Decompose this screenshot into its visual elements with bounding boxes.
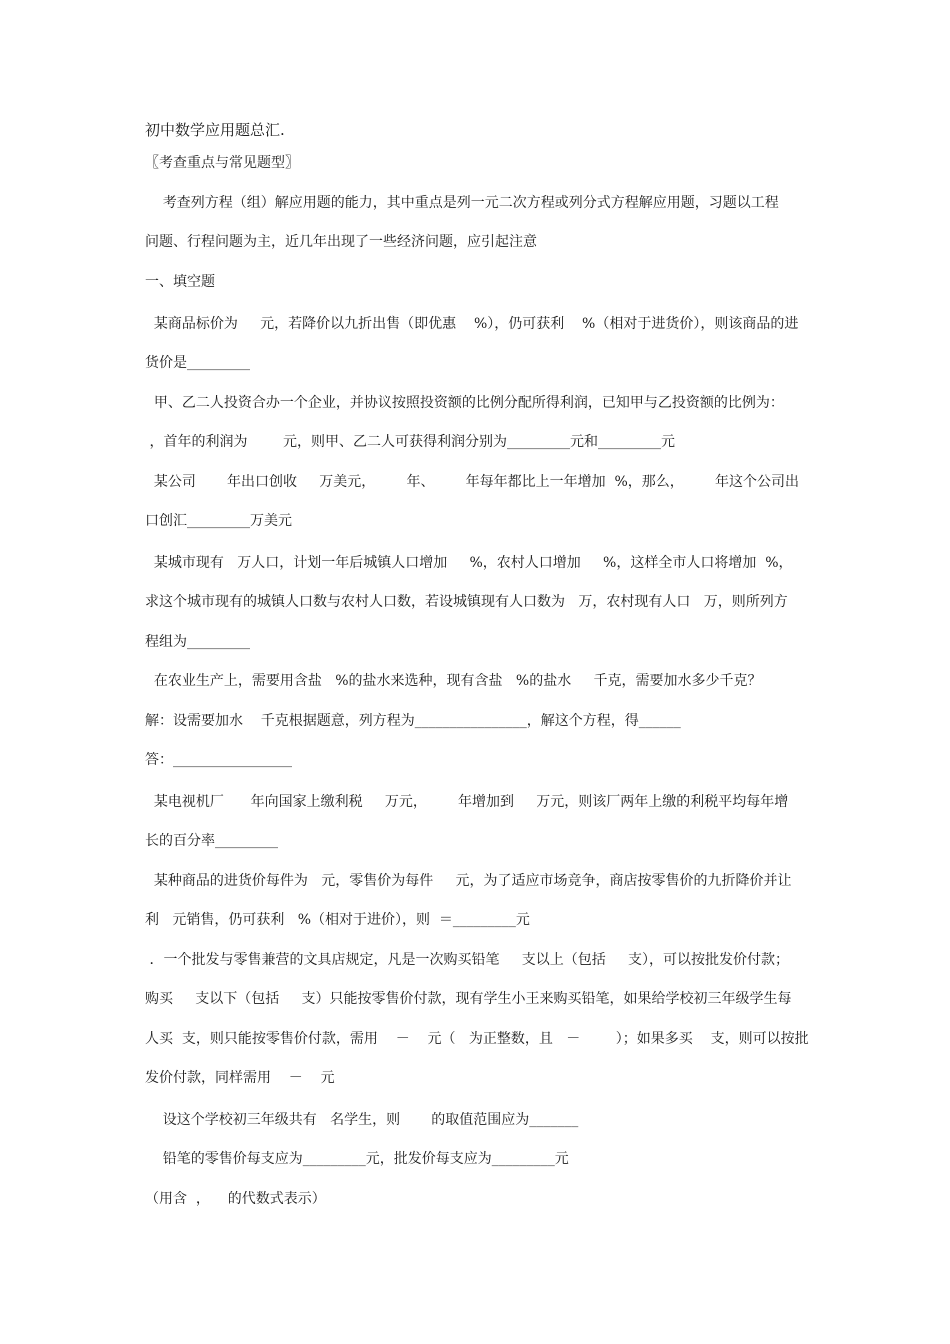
question-line: 程组为_________ (145, 634, 250, 650)
section-label: 〖考查重点与常见题型〗 (145, 155, 299, 171)
question-line: （用含 ， 的代数式表示） (145, 1191, 326, 1207)
question-line: 长的百分率_________ (145, 833, 278, 849)
question-line: 在农业生产上，需要用含盐 %的盐水来选种，现有含盐 %的盐水 千克，需要加水多少千克？ (145, 673, 762, 689)
intro-line-1: 考查列方程（组）解应用题的能力，其中重点是列一元二次方程或列分式方程解应用题，习题以工程 (145, 195, 779, 211)
question-line: 利 元销售，仍可获利 %（相对于进价），则 ＝_________元 (145, 912, 530, 928)
question-line: 某商品标价为 元，若降价以九折出售（即优惠 %），仍可获利 %（相对于进货价），则该商品的进 (145, 316, 799, 332)
question-line: 货价是_________ (145, 355, 250, 371)
question-line: 解：设需要加水 千克根据题意，列方程为________________，解这个方程，得______ (145, 713, 681, 729)
question-line: 某公司 年出口创收 万美元， 年、 年每年都比上一年增加 %，那么， 年这个公司出 (145, 474, 799, 490)
question-line: 某城市现有 万人口，计划一年后城镇人口增加 %，农村人口增加 %，这样全市人口将增加 %， (145, 555, 793, 571)
intro-line-2: 问题、行程问题为主，近几年出现了一些经济问题，应引起注意 (145, 234, 537, 250)
question-line: 人买 支，则只能按零售价付款，需用 － 元（ 为正整数，且 － ）；如果多买 支，则可以按批 (145, 1031, 809, 1047)
question-line: 某种商品的进货价每件为 元，零售价为每件 元，为了适应市场竞争，商店按零售价的九折降价并让 (145, 873, 792, 889)
document-title: 初中数学应用题总汇. (145, 121, 285, 139)
question-line: 铅笔的零售价每支应为_________元，批发价每支应为_________元 (145, 1151, 569, 1167)
part1-heading: 一、填空题 (145, 274, 215, 290)
question-line: ．一个批发与零售兼营的文具店规定，凡是一次购买铅笔 支以上（包括 支），可以按批发价付款； (145, 952, 789, 968)
question-line: 发价付款，同样需用 － 元 (145, 1070, 335, 1086)
question-line: 答：_________________ (145, 752, 292, 768)
question-line: 设这个学校初三年级共有 名学生，则 的取值范围应为_______ (145, 1112, 579, 1128)
question-line: 口创汇_________万美元 (145, 513, 292, 529)
question-line: 求这个城市现有的城镇人口数与农村人口数，若设城镇现有人口数为 万，农村现有人口 万，则所列方 (145, 594, 788, 610)
question-line: 甲、乙二人投资合办一个企业，并协议按照投资额的比例分配所得利润，已知甲与乙投资额的比例为： (145, 395, 784, 411)
question-line: 购买 支以下（包括 支）只能按零售价付款，现有学生小王来购买铅笔，如果给学校初三年级学生每 (145, 991, 792, 1007)
question-line: 某电视机厂 年向国家上缴利税 万元， 年增加到 万元，则该厂两年上缴的利税平均每年增 (145, 794, 789, 810)
question-line: ，首年的利润为 元，则甲、乙二人可获得利润分别为_________元和_________元 (145, 434, 676, 450)
